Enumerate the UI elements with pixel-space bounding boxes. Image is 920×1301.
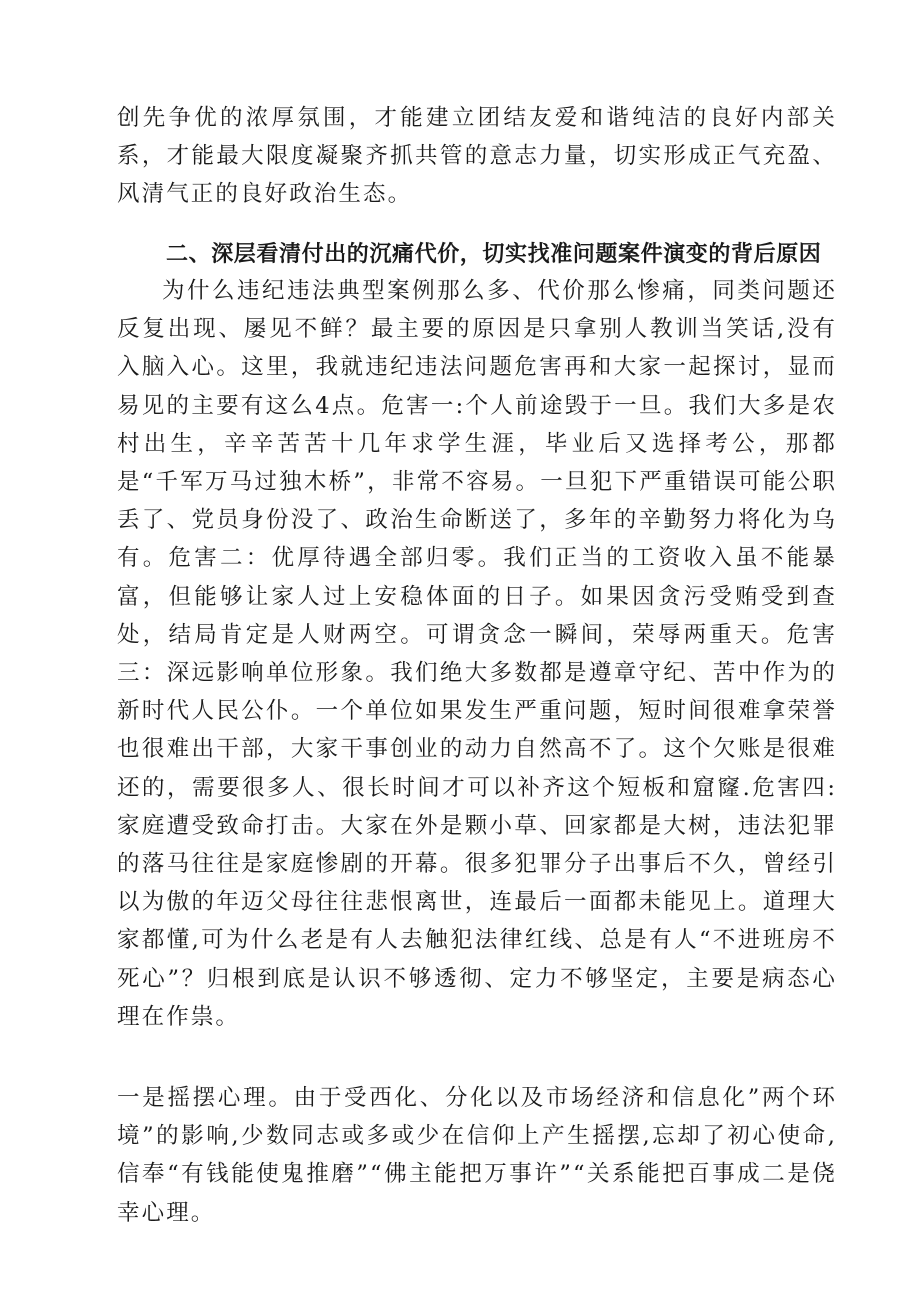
paragraph-main: 为什么违纪违法典型案例那么多、代价那么惨痛，同类问题还反复出现、屡见不鲜？最主要的原因是只拿别人教训当笑话,没有入脑入心。这里，我就违纪违法问题危害再和大家一起探讨，显而易见的主要有这么4点。危害一:个人前途毁于一旦。我们大多是农村出生，辛辛苦苦十几年求学生涯，毕业后又选择考公，那都是“千军万马过独木桥”，非常不容易。一旦犯下严重错误可能公职丢了、党员身份没了、政治生命断送了，多年的辛勤努力将化为乌有。危害二：优厚待遇全部归零。我们正当的工资收入虽不能暴富，但能够让家人过上安稳体面的日子。如果因贪污受贿受到查处，结局肯定是人财两空。可谓贪念一瞬间，荣辱两重天。危害三：深远影响单位形象。我们绝大多数都是遵章守纪、苦中作为的新时代人民公仆。一个单位如果发生严重问题，短时间很难拿荣誉也很难出干部，大家干事创业的动力自然高不了。这个欠账是很难还的，需要很多人、很长时间才可以补齐这个短板和窟窿.危害四:家庭遭受致命打击。大家在外是颗小草、回家都是大树，违法犯罪的落马往往是家庭惨剧的开幕。很多犯罪分子出事后不久，曾经引以为傲的年迈父母往往悲恨离世，连最后一面都未能见上。道理大家都懂,可为什么老是有人去触犯法律红线、总是有人“不进班房不死心”？归根到底是认识不够透彻、定力不够坚定，主要是病态心理在作祟。	[117, 278, 837, 1030]
paragraph-continued: 创先争优的浓厚氛围，才能建立团结友爱和谐纯洁的良好内部关系，才能最大限度凝聚齐抓共管的意志力量，切实形成正气充盈、风清气正的良好政治生态。	[117, 105, 837, 208]
section-heading: 二、深层看清付出的沉痛代价，切实找准问题案件演变的背后原因	[166, 242, 822, 267]
paragraph-last: 一是摇摆心理。由于受西化、分化以及市场经济和信息化”两个环境”的影响,少数同志或多或少在信仰上产生摇摆,忘却了初心使命,信奉“有钱能使鬼推磨”“佛主能把万事许”“关系能把百事成二是侥幸心理。	[117, 1085, 837, 1226]
